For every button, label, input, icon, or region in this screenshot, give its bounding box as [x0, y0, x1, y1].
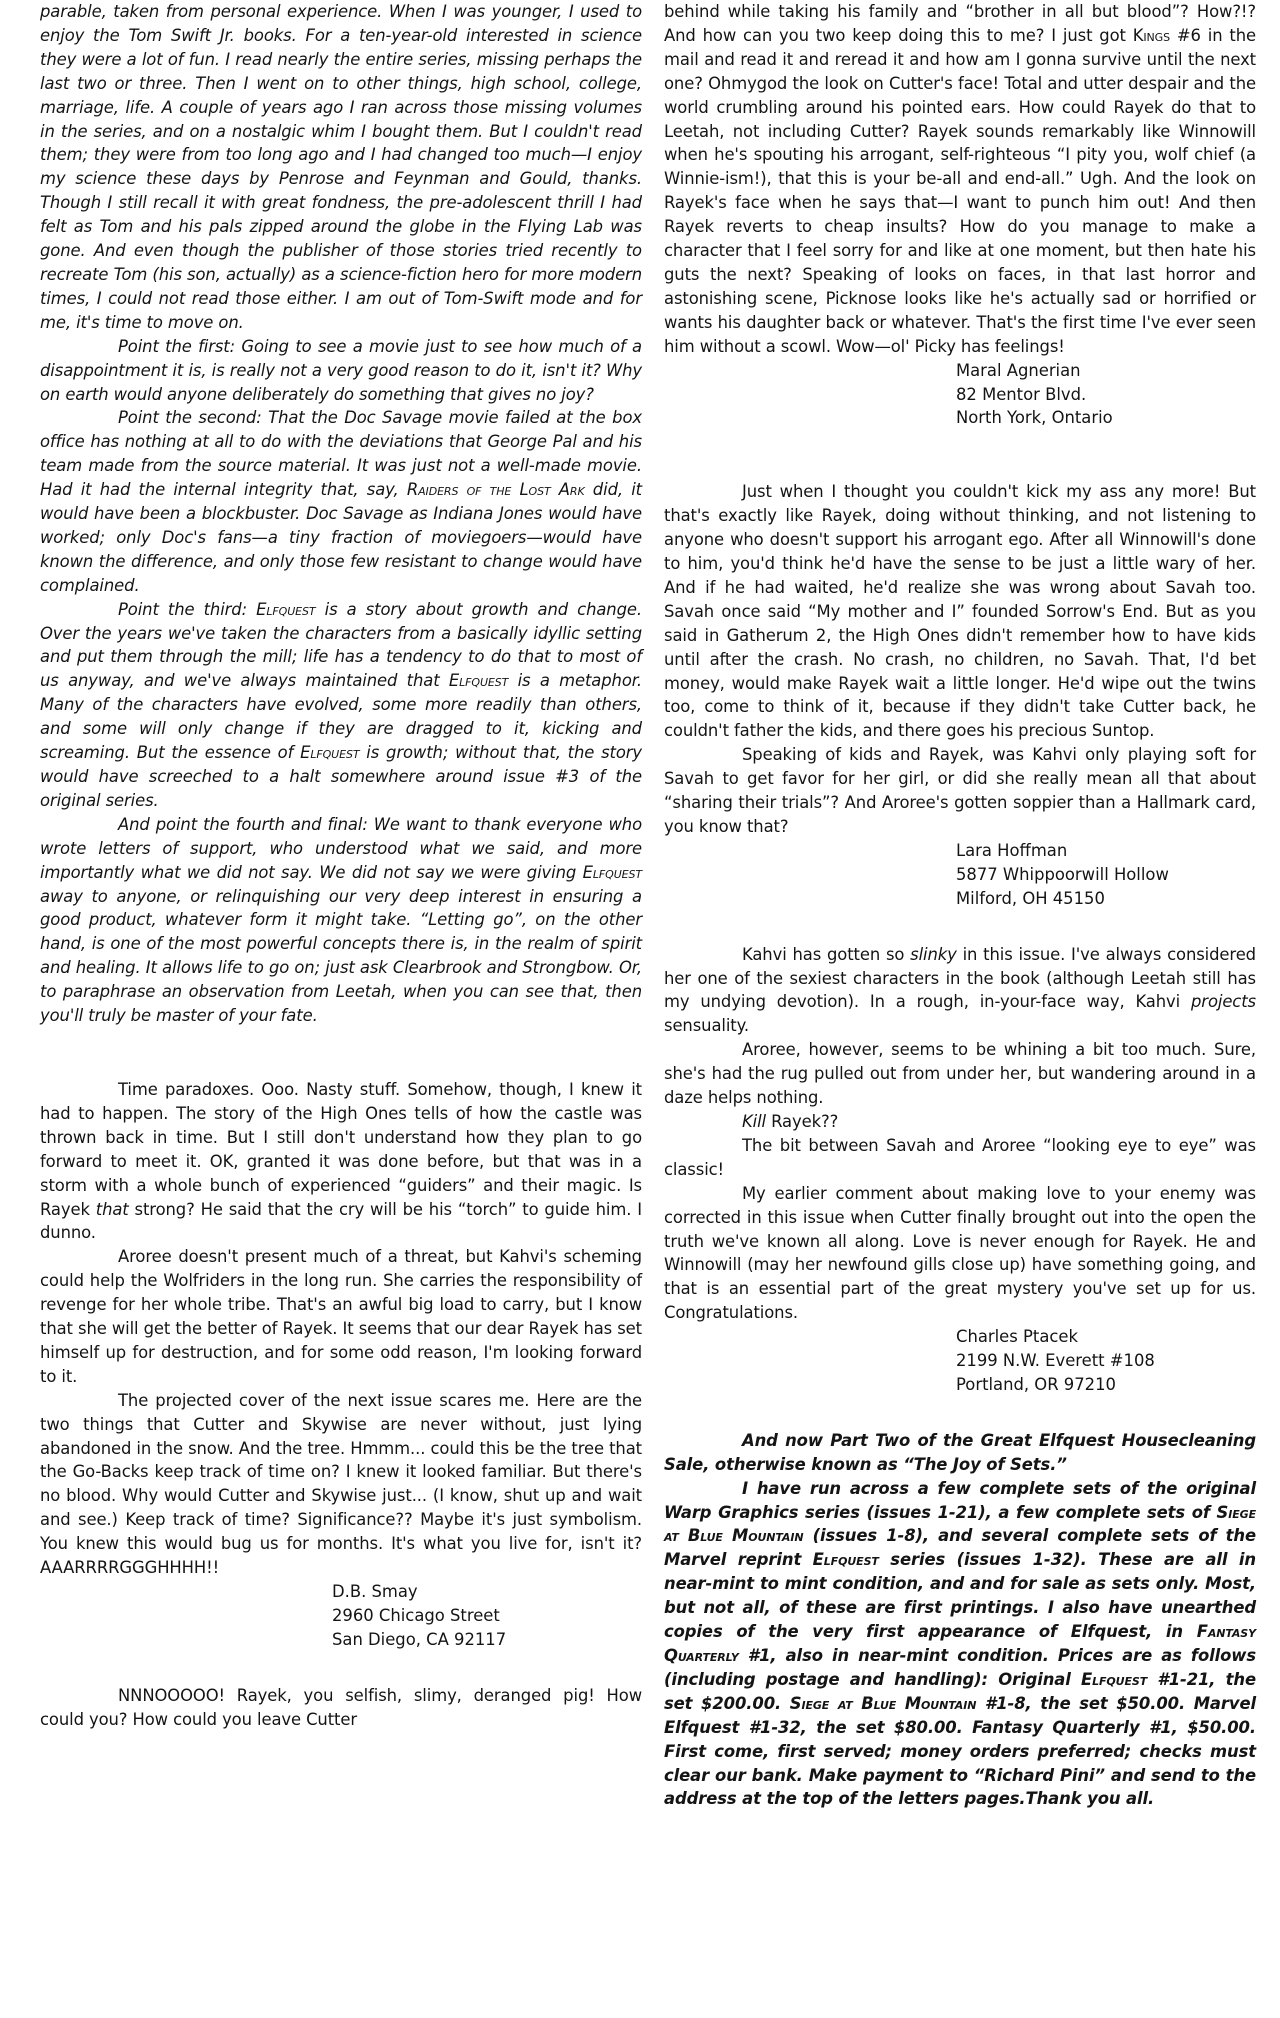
signature-address: San Diego, CA 92117	[332, 1629, 507, 1649]
letter-smay	[40, 1078, 642, 1652]
letter-paragraph: Aroree, however, seems to be whining a bit too much. Sure, she's had the rug pulled out from under her, but wandering around in a daze helps nothing.	[664, 1040, 1256, 1108]
title-smallcaps: Siege at Blue Mountain	[664, 1502, 1256, 1546]
letter-paragraph: NNNOOOOO! Rayek, you selfish, slimy, deranged pig! How could you? How could you leave Cutter	[40, 1685, 642, 1729]
letter-paragraph: Kill Rayek??	[742, 1111, 839, 1131]
letter-paragraph: My earlier comment about making love to your enemy was corrected in this issue when Cutter finally brought out into the open the truth we've known all along. Love is never enough for Rayek. He and Winnowill (may her newfound gills close up) have something going, and that is an essential part of the great mystery you've set up for us. Congratulations.	[664, 1183, 1256, 1323]
editorial-response	[40, 0, 642, 1028]
title-smallcaps: Elfquest	[812, 1550, 879, 1570]
letter-signature	[40, 1580, 642, 1652]
signature-address: 82 Mentor Blvd.	[956, 384, 1087, 404]
left-column	[40, 0, 642, 1732]
letter-paragraph: Just when I thought you couldn't kick my ass any more! But that's exactly like Rayek, doing without thinking, and not listening to anyone who doesn't support his arrogant ego. After all Winnowill's done to him, you'd think he'd have the sense to be just a little wary of her. And if he had waited, he'd realize she was wrong about Savah too. Savah once said “My mother and I” founded Sorrow's End. But as you said in Gatherum 2, the High Ones didn't remember how to have kids until after the crash. No crash, no children, no Savah. That, I'd bet money, would make Rayek wait a little longer. He'd wipe out the twins too, come to think of it, because if they didn't take Cutter back, he couldn't father the kids, and there goes his precious Suntop.	[664, 482, 1256, 741]
right-column	[664, 0, 1256, 1811]
letter-agnerian-start	[40, 1684, 642, 1732]
letter-paragraph: behind while taking his family and “brother in all but blood”? How?!? And how can you two keep doing this to me? I just got Kings #6 in the mail and read it and reread it and how am I gonna survive until the next one? Ohmygod the look on Cutter's face! Total and utter despair and the world crumbling around his pointed ears. How could Rayek do that to Leetah, not including Cutter? Rayek sounds remarkably like Winnowill when he's spouting his arrogant, self-righteous “I pity you, wolf chief (a Winnie-ism!), that this is your be-all and end-all.” Ugh. And the look on Rayek's face when he says that—I want to punch him out! And then Rayek reverts to cheap insults? How do you manage to make a character that I feel sorry for and like at one moment, but then hate his guts the next? Speaking of looks on faces, in that last horror and astonishing scene, Picknose looks like he's actually sad or horrified or wants his daughter back or whatever. That's the first time I've ever seen him without a scowl. Wow—ol' Picky has feelings!	[664, 2, 1256, 356]
emphasis: Kill	[742, 1111, 767, 1131]
letter-paragraph: Speaking of kids and Rayek, was Kahvi only playing soft for Savah to get favor for her girl, or did she really mean all that about “sharing their trials”? And Aroree's gotten soppier than a Hallmark card, you know that?	[664, 745, 1256, 836]
signature-address: North York, Ontario	[956, 408, 1113, 428]
signature-name: D.B. Smay	[332, 1582, 418, 1601]
letter-paragraph: The bit between Savah and Aroree “looking eye to eye” was classic!	[664, 1135, 1256, 1179]
letter-ptacek	[664, 943, 1256, 1397]
emphasis: projects	[1191, 992, 1256, 1012]
title-smallcaps: Elfquest	[256, 599, 316, 619]
letter-paragraph: Aroree doesn't present much of a threat, but Kahvi's scheming could help the Wolfriders in the long run. She carries the responsibility of revenge for her whole tribe. That's an awful big load to carry, but I know that she will get the better of Rayek. It seems that our dear Rayek has set himself up for destruction, and for some odd reason, I'm looking forward to it.	[40, 1247, 642, 1386]
signature-address: Portland, OR 97210	[956, 1374, 1116, 1394]
title-smallcaps: Siege at Blue Mountain	[789, 1693, 977, 1713]
letter-hoffman	[664, 480, 1256, 910]
editorial-paragraph: Point the second: That the Doc Savage movie failed at the box office has nothing at all to do with the deviations that George Pal and his team made from the source material. It was just not a well-made movie. Had it had the internal integrity that, say, Raiders of the Lost Ark did, it would have been a blockbuster. Doc Savage as Indiana Jones would have worked; only Doc's fans—a tiny fraction of moviegoers—would have known the difference, and only those few resistant to change would have complained.	[40, 408, 642, 595]
signature-address: Milford, OH 45150	[956, 888, 1105, 908]
editorial-paragraph: parable, taken from personal experience. When I was younger, I used to enjoy the Tom Swift Jr. books. For a ten-year-old interested in science they were a lot of fun. I read nearly the entire series, missing perhaps the last two or three. Then I went on to other things, high school, college, marriage, life. A couple of years ago I ran across those missing volumes in the series, and on a nostalgic whim I bought them. But I couldn't read them; they were from too long ago and I had changed too much—I enjoy my science these days by Penrose and Feynman and Gould, thanks. Though I still recall it with great fondness, the pre-adolescent thrill I had felt as Tom and his pals zipped around the globe in the Flying Lab was gone. And even though the publisher of those stories tried recently to recreate Tom (his son, actually) as a science-fiction hero for more modern times, I could not read those either. I am out of Tom-Swift mode and for me, it's time to move on.	[40, 2, 642, 332]
title-smallcaps: Fantasy Quarterly	[664, 1622, 1256, 1665]
signature-name: Lara Hoffman	[956, 840, 1068, 860]
letter-signature	[664, 1325, 1256, 1397]
sale-paragraph: I have run across a few complete sets of the original Warp Graphics series (issues 1-21), a few complete sets of Siege at Blue Mountain (issues 1-8), and several complete sets of the Marvel reprint Elfquest series (issues 1-32). These are all in near-mint to mint condition, and and for sale as sets only. Most, but not all, of these are first printings. I also have unearthed copies of the very first appearance of Elfquest, in Fantasy Quarterly #1, also in near-mint condition. Prices are as follows (including postage and handling): Original Elfquest #1-21, the set $200.00. Siege at Blue Mountain #1-8, the set $50.00. Marvel Elfquest #1-32, the set $80.00. Fantasy Quarterly #1, $50.00. First come, first served; money orders preferred; checks must clear our bank. Make payment to “Richard Pini” and send to the address at the top of the letters pages.Thank you all.	[664, 1478, 1256, 1809]
title-smallcaps: Elfquest	[1081, 1669, 1148, 1689]
title-smallcaps: Elfquest	[300, 743, 360, 763]
signature-name: Charles Ptacek	[956, 1327, 1078, 1347]
letter-signature	[664, 359, 1256, 431]
sale-announcement	[664, 1429, 1256, 1812]
letter-paragraph: Time paradoxes. Ooo. Nasty stuff. Somehow, though, I knew it had to happen. The story of the High Ones tells of how the castle was thrown back in time. But I still don't understand how they plan to go forward to meet it. OK, granted it was done before, but that was in a storm with a whole bunch of experienced “guiders” and their magic. Is Rayek that strong? He said that the cry will be his “torch” to guide him. I dunno.	[40, 1079, 642, 1243]
editorial-paragraph: Point the first: Going to see a movie just to see how much of a disappointment it is, is really not a very good reason to do it, isn't it? Why on earth would anyone deliberately do something that gives no joy?	[40, 336, 642, 404]
signature-address: 5877 Whippoorwill Hollow	[956, 864, 1169, 884]
sale-paragraph: And now Part Two of the Great Elfquest Housecleaning Sale, otherwise known as “The Joy of Sets.”	[664, 1430, 1256, 1474]
title-smallcaps: Elfquest	[448, 671, 509, 691]
title-smallcaps: Raiders of the Lost Ark	[406, 480, 585, 500]
editorial-paragraph: Point the third: Elfquest is a story about growth and change. Over the years we've taken the characters from a basically idyllic setting and put them through the mill; life has a tendency to do that to most of us anyway, and we've always maintained that Elfquest is a metaphor. Many of the characters have evolved, some more readily than others, and some will only change if they are dragged to it, kicking and screaming. But the essence of Elfquest is growth; without that, the story would have screeched to a halt somewhere around issue #3 of the original series.	[40, 599, 643, 810]
title-smallcaps: Kings	[1132, 25, 1170, 45]
emphasis: slinky	[910, 944, 957, 964]
emphasis: that	[95, 1199, 129, 1219]
signature-address: 2199 N.W. Everett #108	[956, 1351, 1155, 1371]
letter-paragraph: The projected cover of the next issue scares me. Here are the two things that Cutter and Skywise are never without, just lying abandoned in the snow. And the tree. Hmmm... could this be the tree that the Go-Backs keep track of time on? I knew it looked familiar. But there's no blood. Why would Cutter and Skywise just... (I know, shut up and wait and see.) Keep track of time? Significance?? Maybe it's just symbolism. You knew this would bug us for months. It's what you live for, isn't it? AAARRRRGGGHHHH!!	[40, 1390, 642, 1578]
letter-signature	[664, 839, 1256, 911]
letter-paragraph: Kahvi has gotten so slinky in this issue. I've always considered her one of the sexiest characters in the book (although Leetah still has my undying devotion). In a rough, in-your-face way, Kahvi projects sensuality.	[664, 944, 1256, 1036]
letter-agnerian-continued	[664, 0, 1256, 430]
editorial-paragraph: And point the fourth and final: We want to thank everyone who wrote letters of support, who understood what we said, and more importantly what we did not say. We did not say we were giving Elfquest away to anyone, or relinquishing our very deep interest in ensuring a good product, whatever form it might take. “Letting go”, on the other hand, is one of the most powerful concepts there is, in the realm of spirit and healing. It allows life to go on; just ask Clearbrook and Strongbow. Or, to paraphrase an observation from Leetah, when you can see that, then you'll truly be master of your fate.	[40, 814, 642, 1026]
signature-address: 2960 Chicago Street	[332, 1605, 500, 1625]
title-smallcaps: Elfquest	[582, 862, 642, 882]
signature-name: Maral Agnerian	[956, 360, 1081, 380]
